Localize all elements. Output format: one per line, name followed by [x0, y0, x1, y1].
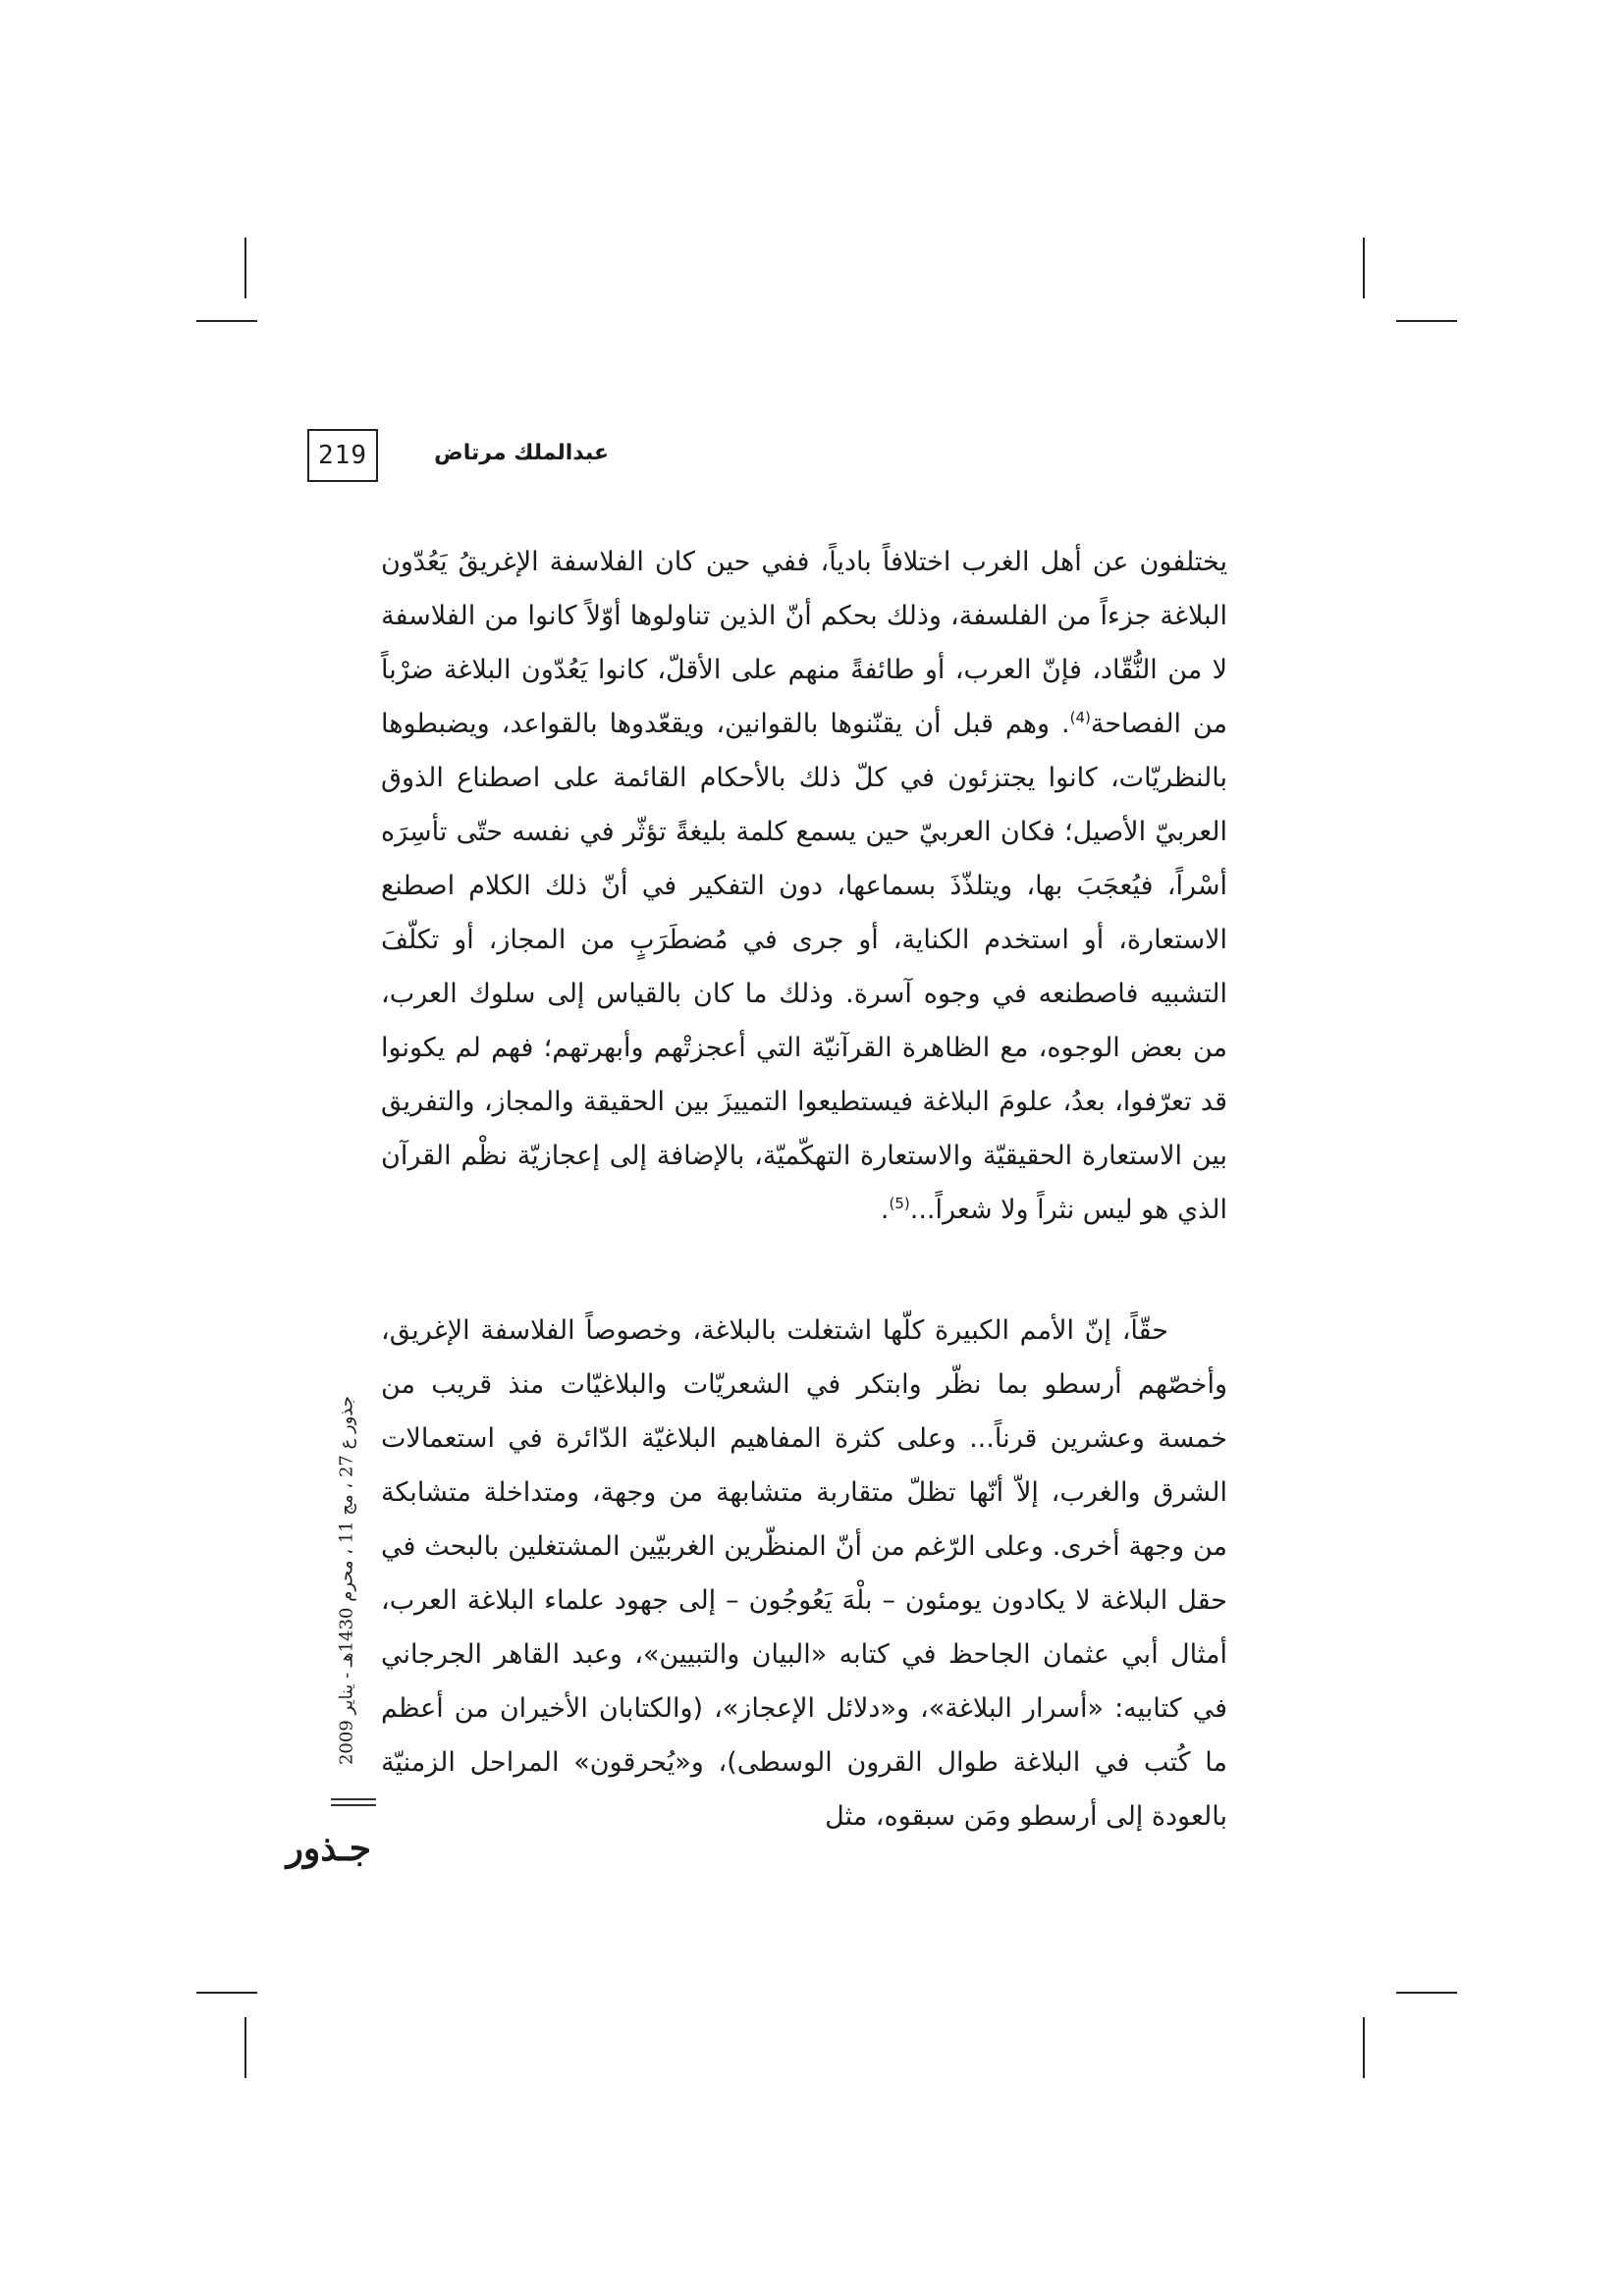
sidebar-divider-1 [331, 1798, 376, 1800]
paragraph-1-text-b: . وهم قبل أن يقنّنوها بالقوانين، ويقعّدوها بالقواعد، ويضبطوها بالنظريّات، كانوا يجتزئون في كلّ ذلك بالأحكام القائمة على اصطناع الذوق العربيّ الأصيل؛ فكان العربيّ حين يسمع كلمة بليغةً تؤثّر في نفسه حتّى تأسِرَه أسْراً، فيُعجَبَ بها، ويتلذّذَ بسماعها، دون التفكير في أنّ ذلك الكلام اصطنع الاستعارة، أو استخدم الكناية، أو جرى في مُضطَرَبٍ من المجاز، أو تكلّفَ التشبيه فاصطنعه في وجوه آسرة. وذلك ما كان بالقياس إلى سلوك العرب، من بعض الوجوه، مع الظاهرة القرآنيّة التي أعجزتْهم وأبهرتهم؛ فهم لم يكونوا قد تعرّفوا، بعدُ، علومَ البلاغة فيستطيعوا التمييزَ بين الحقيقة والمجاز، والتفريق بين الاستعارة الحقيقيّة والاستعارة التهكّميّة، بالإضافة إلى إعجازيّة نظْم القرآن الذي هو ليس نثراً ولا شعراً... [381, 709, 1227, 1225]
crop-mark-bottom-right [1363, 2017, 1365, 2078]
crop-mark-top-right [1363, 238, 1365, 298]
page-number-text: 219 [318, 441, 367, 470]
crop-mark-bottom-left [244, 2017, 246, 2078]
author-name: عبدالملك مرتاض [434, 441, 609, 465]
footnote-ref-4: (4) [1069, 709, 1091, 726]
crop-mark-top-left-h [196, 320, 257, 322]
sidebar-divider-2 [331, 1804, 376, 1806]
journal-logo: جـذور [286, 1828, 371, 1869]
crop-mark-top-right-h [1396, 320, 1457, 322]
page-number [307, 429, 378, 482]
journal-issue-text: جذور ع 27 ، مج 11 ، محرم 1430هـ - يناير 2009 [336, 1395, 357, 1766]
paragraph-1-text-a: يختلفون عن أهل الغرب اختلافاً بادياً، ففي حين كان الفلاسفة الإغريقُ يَعُدّون البلاغة جزءاً من الفلسفة، وذلك بحكم أنّ الذين تناولوها أوّلاً كانوا من الفلاسفة لا من النُّقّاد، فإنّ العرب، أو طائفةً منهم على الأقلّ، كانوا يَعُدّون البلاغة ضرْباً من الفصاحة [381, 547, 1227, 739]
paragraph-1 [381, 535, 1227, 1237]
footnote-ref-5: (5) [889, 1195, 910, 1212]
journal-issue-info [327, 1374, 366, 1787]
crop-mark-bottom-left-h [196, 1992, 257, 1994]
crop-mark-bottom-right-h [1396, 1992, 1457, 1994]
paragraph-1-text-c: . [880, 1195, 890, 1225]
crop-mark-top-left [244, 238, 246, 298]
paragraph-2: حقّاً، إنّ الأمم الكبيرة كلّها اشتغلت بالبلاغة، وخصوصاً الفلاسفة الإغريق، وأخصّهم أرسطو بما نظّر وابتكر في الشعريّات والبلاغيّات منذ قريب من خمسة وعشرين قرناً... وعلى كثرة المفاهيم البلاغيّة الدّائرة في استعمالات الشرق والغرب، إلاّ أنّها تظلّ متقاربة متشابهة من وجهة، ومتداخلة متشابكة من وجهة أخرى. وعلى الرّغم من أنّ المنظّرين الغربيّين المشتغلين بالبحث في حقل البلاغة لا يكادون يومئون – بلْهَ يَعُوجُون – إلى جهود علماء البلاغة العرب، أمثال أبي عثمان الجاحظ في كتابه «البيان والتبيين»، وعبد القاهر الجرجاني في كتابيه: «أسرار البلاغة»، و«دلائل الإعجاز»، (والكتابان الأخيران من أعظم ما كُتب في البلاغة طوال القرون الوسطى)، و«يُحرقون» المراحل الزمنيّة بالعودة إلى أرسطو ومَن سبقوه، مثل [381, 1315, 1227, 1832]
